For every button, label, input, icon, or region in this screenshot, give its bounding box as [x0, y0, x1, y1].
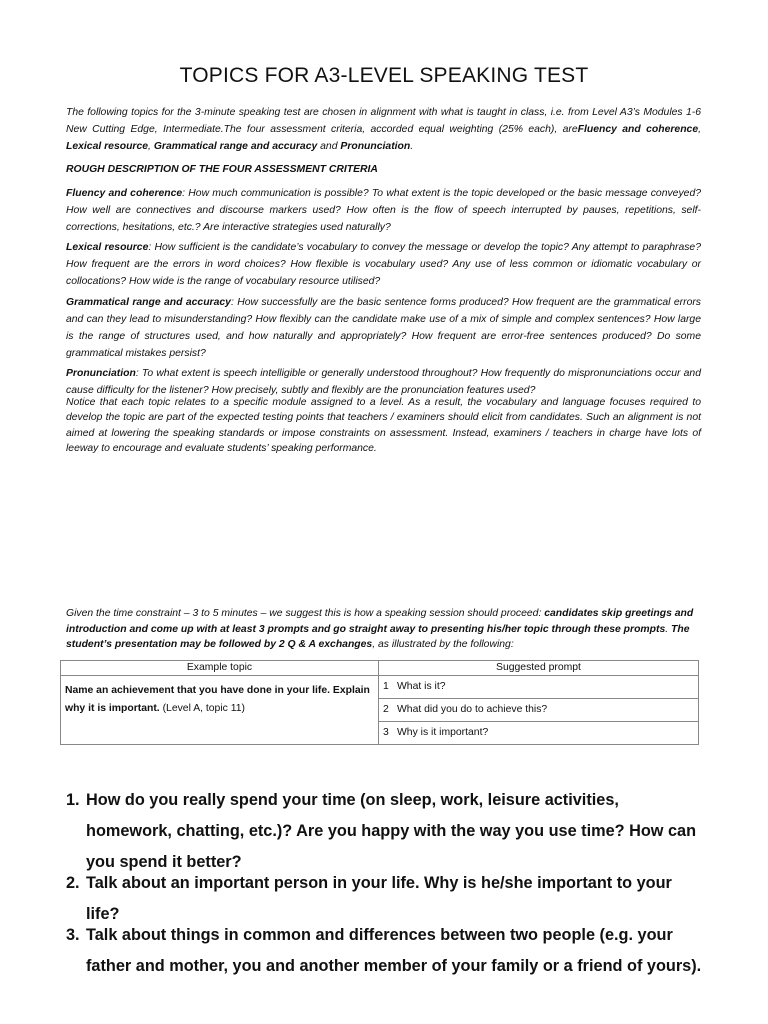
prompt-number: 2	[383, 704, 389, 715]
example-topic-text: Name an achievement that you have done in your life. Explain why it is important.	[65, 685, 370, 714]
criterion-name: Pronunciation	[66, 368, 136, 379]
criterion-paragraph-lexical	[66, 239, 701, 290]
topic-text: How do you really spend your time (on sleep, work, leisure activities, homework, chatting, etc.)? Are you happy with the way you use time? How can you spend it better?	[86, 791, 697, 871]
criteria-heading: ROUGH DESCRIPTION OF THE FOUR ASSESSMENT CRITERIA	[66, 164, 378, 175]
intro-text: The following topics for the 3-minute speaking test are chosen in alignment with what is taught in class, i.e. from Level A3’s Modules 1-6 New Cutting Edge, Intermediate.The four assessment criteria, accorded equal weighting (25% each), are	[66, 107, 701, 135]
header-suggested-prompt: Suggested prompt	[379, 661, 699, 676]
table-header-row	[61, 661, 699, 676]
intro-separator: and	[317, 141, 341, 152]
criterion-name: Lexical resource	[66, 242, 149, 253]
prompt-cell	[379, 676, 699, 699]
prompt-text: What did you do to achieve this?	[397, 704, 548, 715]
guidance-bold-2: The student’s presentation may be followed by 2 Q & A exchanges	[66, 623, 690, 650]
table-row	[61, 676, 699, 699]
criterion-lexical-label: Lexical resource	[66, 141, 149, 152]
topic-text: Talk about an important person in your life. Why is he/she important to your life?	[86, 874, 672, 923]
example-topic-table	[60, 660, 699, 745]
page-title: TOPICS FOR A3-LEVEL SPEAKING TEST	[179, 64, 589, 87]
topic-number: 3.	[66, 926, 80, 944]
prompt-number: 3	[383, 727, 389, 738]
header-example-topic: Example topic	[61, 661, 379, 676]
list-item	[66, 785, 706, 878]
criterion-name: Grammatical range and accuracy	[66, 297, 231, 308]
prompt-text: Why is it important?	[397, 727, 489, 738]
prompt-cell	[379, 722, 699, 745]
criterion-description: : How sufficient is the candidate’s vocabulary to convey the message or develop the topic? Any attempt to paraphrase? How frequent are the errors in word choices? How flexible is vocabulary used? Any use of less common or idiomatic vocabulary or collocations? How wide is the range of vocabulary resource utilised?	[66, 242, 701, 287]
session-guidance-paragraph	[66, 606, 701, 653]
criterion-fluency-label: Fluency and coherence	[577, 124, 699, 135]
intro-separator: ,	[698, 124, 701, 135]
intro-end: .	[410, 141, 414, 152]
prompt-number: 1	[383, 681, 389, 692]
prompt-cell	[379, 699, 699, 722]
guidance-mid: .	[665, 623, 672, 635]
prompt-text: What is it?	[397, 681, 446, 692]
criterion-grammar-label: Grammatical range and accuracy	[153, 141, 318, 152]
list-item	[66, 920, 706, 982]
criterion-paragraph-grammar	[66, 294, 701, 362]
notice-paragraph: Notice that each topic relates to a specific module assigned to a level. As a result, the vocabulary and language focuses required to develop the topic are part of the expected testing points that teachers / examiners should elicit from candidates. Such an alignment is not aimed at lowering the speaking standards or impose constraints on assessment. Instead, examiners / teachers in charge have lots of leeway to encourage and evaluate students’ speaking performance.	[66, 397, 701, 454]
example-topic-note: (Level A, topic 11)	[159, 703, 245, 714]
criterion-description: : How much communication is possible? To what extent is the topic developed or the basic message conveyed? How well are connectives and discourse markers used? How often is the flow of speech interrupted by pauses, repetitions, self-corrections, hesitations, etc.? Are interactive strategies used naturally?	[66, 188, 701, 233]
topic-text: Talk about things in common and differences between two people (e.g. your father and mother, you and another member of your family or a friend of yours).	[86, 926, 702, 975]
criterion-paragraph-pronunciation	[66, 365, 701, 399]
criterion-description: : To what extent is speech intelligible or generally understood throughout? How frequently do mispronunciations occur and cause difficulty for the listener? How precisely, subtly and flexibly are the pronunciation features used?	[66, 368, 701, 396]
guidance-lead: Given the time constraint – 3 to 5 minutes – we suggest this is how a speaking session should proceed:	[66, 608, 545, 619]
criterion-paragraph-fluency	[66, 185, 701, 236]
guidance-bold-1: candidates skip greetings and introduction and come up with at least 3 prompts and go straight away to presenting his/her topic through these prompts	[66, 608, 694, 635]
intro-paragraph	[66, 104, 701, 155]
guidance-tail: , as illustrated by the following:	[372, 639, 514, 650]
topic-number: 1.	[66, 791, 80, 809]
topic-number: 2.	[66, 874, 80, 892]
topic-list	[66, 785, 706, 982]
criterion-name: Fluency and coherence	[66, 188, 183, 199]
criterion-description: : How successfully are the basic sentence forms produced? How frequent are the grammatical errors and can they lead to misunderstanding? How flexibly can the candidate make use of a mix of simple and complex sentences? How large is the range of structures used, and how naturally and appropriately? How frequent are error-free sentences produced? Do some grammatical mistakes persist?	[66, 297, 702, 359]
example-topic-cell	[61, 676, 379, 745]
criterion-pronunciation-label: Pronunciation	[340, 141, 411, 152]
intro-separator: ,	[148, 141, 154, 152]
